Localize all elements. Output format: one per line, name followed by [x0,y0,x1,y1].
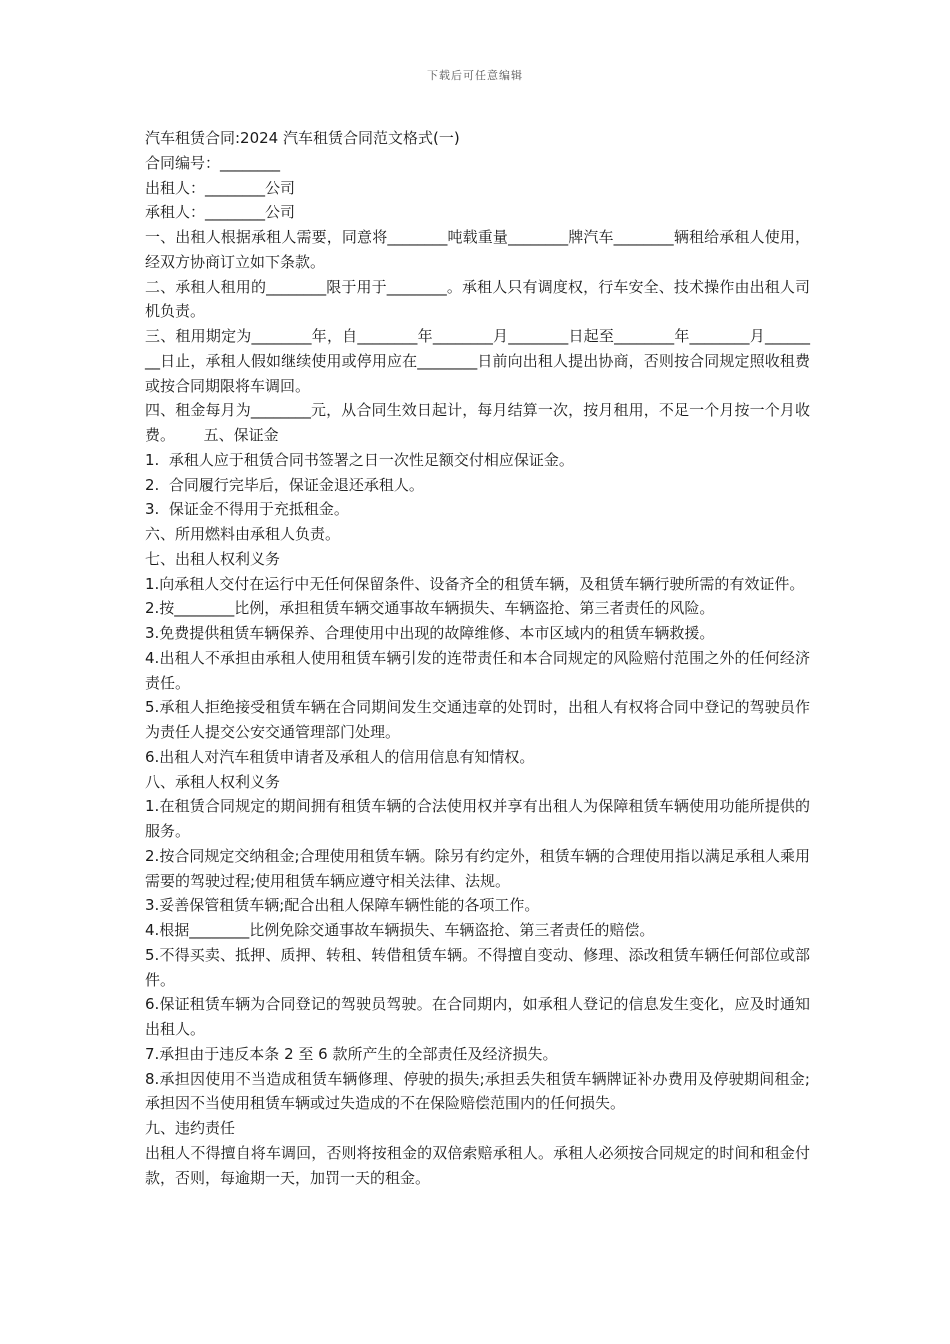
document-title: 汽车租赁合同:2024 汽车租赁合同范文格式(一) [145,129,460,147]
lessee-line: 承租人：________公司 [145,203,296,222]
clause-paragraph: 二、承租人租用的________限于用于________。承租人只有调度权，行车安全、技术操作由出租人司机负责。 [145,277,810,321]
lessor-line: 出租人：________公司 [145,178,296,197]
section-heading: 七、出租人权利义务 [145,549,281,568]
clause-paragraph: 六、所用燃料由承租人负责。 [145,525,341,543]
clause-paragraph: 三、租用期定为________年，自________年________月________日起至________年________月________日止，承租人假如继续使用或停用应在________日前向出租人提出协商，否则按合同规定照收租费或按合同期限将车调回。 [145,327,810,395]
clause-paragraph: 一、出租人根据承租人需要，同意将________吨载重量________牌汽车________辆租给承租人使用，经双方协商订立如下条款。 [145,228,810,271]
list-item: 5.不得买卖、抵押、质押、转租、转借租赁车辆。不得擅自变动、修理、添改租赁车辆任何部位或部件。 [145,945,810,989]
page-header: 下载后可任意编辑 [427,69,523,82]
list-item: 2. 合同履行完毕后，保证金退还承租人。 [145,475,424,494]
list-item: 2.按合同规定交纳租金;合理使用租赁车辆。除另有约定外，租赁车辆的合理使用指以满足承租人乘用需要的驾驶过程;使用租赁车辆应遵守相关法律、法规。 [145,846,810,890]
clause-paragraph: 四、租金每月为________元，从合同生效日起计，每月结算一次，按月租用，不足一个月按一个月收费。 五、保证金 [145,401,810,444]
clause-paragraph: 出租人不得擅自将车调回，否则将按租金的双倍索赔承租人。承租人必须按合同规定的时间和租金付款，否则，每逾期一天，加罚一天的租金。 [145,1143,810,1187]
list-item: 1.在租赁合同规定的期间拥有租赁车辆的合法使用权并享有出租人为保障租赁车辆使用功能所提供的服务。 [145,797,810,840]
list-item: 3. 保证金不得用于充抵租金。 [145,500,349,519]
list-item: 1.向承租人交付在运行中无任何保留条件、设备齐全的租赁车辆，及租赁车辆行驶所需的有效证件。 [145,574,805,593]
list-item: 3.免费提供租赁车辆保养、合理使用中出现的故障维修、本市区域内的租赁车辆救援。 [145,624,715,642]
list-item: 3.妥善保管租赁车辆;配合出租人保障车辆性能的各项工作。 [145,896,540,915]
section-heading: 九、违约责任 [145,1119,236,1137]
list-item: 6.出租人对汽车租赁申请者及承租人的信用信息有知情权。 [145,747,535,766]
list-item: 2.按________比例，承担租赁车辆交通事故车辆损失、车辆盗抢、第三者责任的风险。 [145,599,715,618]
list-item: 5.承租人拒绝接受租赁车辆在合同期间发生交通违章的处罚时，出租人有权将合同中登记的驾驶员作为责任人提交公安交通管理部门处理。 [145,698,810,741]
list-item: 4.根据________比例免除交通事故车辆损失、车辆盗抢、第三者责任的赔偿。 [145,921,655,939]
list-item: 4.出租人不承担由承租人使用租赁车辆引发的连带责任和本合同规定的风险赔付范围之外的任何经济责任。 [145,648,810,692]
list-item: 7.承担由于违反本条 2 至 6 款所产生的全部责任及经济损失。 [145,1044,558,1063]
list-item: 8.承担因使用不当造成租赁车辆修理、停驶的损失;承担丢失租赁车辆牌证补办费用及停驶期间租金;承担因不当使用租赁车辆或过失造成的不在保险赔偿范围内的任何损失。 [145,1069,810,1113]
contract-number-line: 合同编号：________ [145,153,281,172]
section-heading: 八、承租人权利义务 [145,772,281,791]
document-body [145,126,810,1190]
list-item: 1. 承租人应于租赁合同书签署之日一次性足额交付相应保证金。 [145,450,574,469]
list-item: 6.保证租赁车辆为合同登记的驾驶员驾驶。在合同期内，如承租人登记的信息发生变化，应及时通知出租人。 [145,995,810,1038]
